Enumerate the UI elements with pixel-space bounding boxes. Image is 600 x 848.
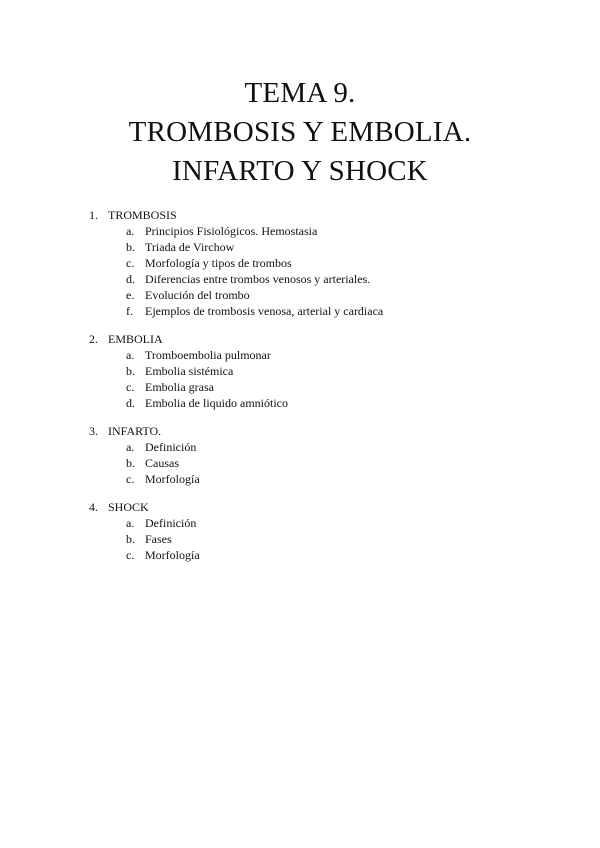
section-infarto [0, 423, 600, 487]
list-item [0, 239, 600, 255]
item-letter: c. [126, 472, 135, 486]
list-item [0, 547, 600, 563]
list-item [0, 363, 600, 379]
item-letter: e. [126, 288, 135, 302]
item-label: Definición [145, 516, 197, 530]
item-label: Fases [145, 532, 172, 546]
list-item [0, 347, 600, 363]
item-label: Tromboembolia pulmonar [145, 348, 271, 362]
title-line-2: TROMBOSIS Y EMBOLIA. [128, 116, 472, 148]
list-item [0, 471, 600, 487]
item-label: Morfología [145, 472, 200, 486]
section-label: INFARTO. [108, 424, 162, 438]
item-letter: a. [126, 440, 135, 454]
item-label: Triada de Virchow [145, 240, 235, 254]
section-number: 4. [89, 500, 98, 514]
topic-outline [0, 207, 600, 575]
item-letter: c. [126, 256, 135, 270]
list-item [0, 303, 600, 319]
item-label: Embolia grasa [145, 380, 214, 394]
item-label: Definición [145, 440, 197, 454]
section-heading [0, 207, 600, 223]
section-label: SHOCK [108, 500, 149, 514]
item-letter: b. [126, 456, 135, 470]
section-embolia [0, 331, 600, 411]
list-item [0, 439, 600, 455]
document-title [0, 74, 600, 191]
section-label: EMBOLIA [108, 332, 163, 346]
sub-list [0, 515, 600, 563]
section-shock [0, 499, 600, 563]
section-heading [0, 423, 600, 439]
section-heading [0, 331, 600, 347]
item-letter: d. [126, 272, 135, 286]
list-item [0, 379, 600, 395]
list-item [0, 455, 600, 471]
item-letter: f. [126, 304, 133, 318]
list-item [0, 515, 600, 531]
item-letter: d. [126, 396, 135, 410]
item-label: Causas [145, 456, 179, 470]
section-number: 3. [89, 424, 98, 438]
item-label: Principios Fisiológicos. Hemostasia [145, 224, 318, 238]
item-letter: a. [126, 224, 135, 238]
item-letter: b. [126, 532, 135, 546]
section-number: 2. [89, 332, 98, 346]
list-item [0, 223, 600, 239]
section-label: TROMBOSIS [108, 208, 177, 222]
item-letter: a. [126, 516, 135, 530]
sub-list [0, 347, 600, 411]
list-item [0, 255, 600, 271]
title-line-3: INFARTO Y SHOCK [172, 155, 428, 187]
item-letter: c. [126, 380, 135, 394]
section-heading [0, 499, 600, 515]
item-label: Diferencias entre trombos venosos y arteriales. [145, 272, 371, 286]
sub-list [0, 223, 600, 319]
item-label: Evolución del trombo [145, 288, 250, 302]
list-item [0, 395, 600, 411]
item-label: Morfología [145, 548, 200, 562]
item-letter: b. [126, 364, 135, 378]
sub-list [0, 439, 600, 487]
item-label: Embolia sistémica [145, 364, 234, 378]
section-trombosis [0, 207, 600, 319]
list-item [0, 531, 600, 547]
list-item [0, 287, 600, 303]
item-label: Ejemplos de trombosis venosa, arterial y cardiaca [145, 304, 384, 318]
title-line-1: TEMA 9. [244, 77, 356, 109]
item-letter: b. [126, 240, 135, 254]
item-label: Embolia de liquido amniótico [145, 396, 288, 410]
item-letter: a. [126, 348, 135, 362]
item-letter: c. [126, 548, 135, 562]
section-number: 1. [89, 208, 98, 222]
item-label: Morfología y tipos de trombos [145, 256, 292, 270]
list-item [0, 271, 600, 287]
